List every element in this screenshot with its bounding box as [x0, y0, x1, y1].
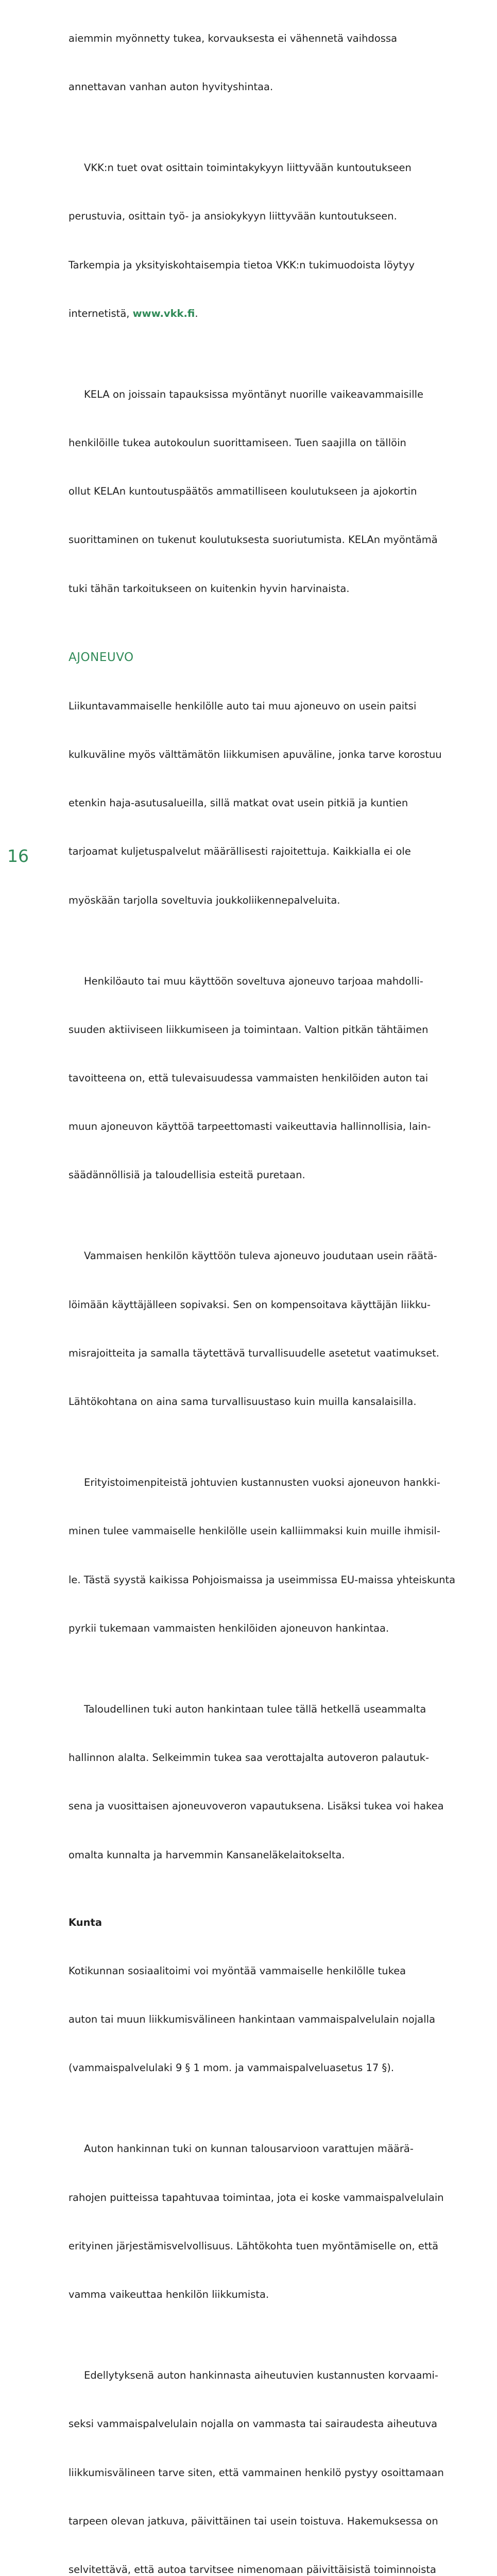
section-spacer — [68, 1895, 497, 1914]
text-line: selvitettävä, että autoa tarvitsee nimenomaan päivittäisistä toiminnoista — [68, 2563, 436, 2575]
text-line: Auton hankinnan tuki on kunnan talousarvioon varattujen määrä- — [84, 2143, 414, 2155]
text-line: tuki tähän tarkoitukseen on kuitenkin hyvin harvinaista. — [68, 582, 350, 595]
paragraph — [68, 127, 497, 354]
section-heading-ajoneuvo: AJONEUVO — [68, 650, 134, 664]
text-line: aiemmin myönnetty tukea, korvauksesta ei vähennetä vaihdossa — [68, 32, 398, 44]
text-line: tavoitteena on, että tulevaisuudessa vammaisten henkilöiden auton tai — [68, 1072, 429, 1084]
text-line: Lähtökohtana on aina sama turvallisuustaso kuin muilla kansalaisilla. — [68, 1396, 417, 1408]
text-line: le. Tästä syystä kaikissa Pohjoismaissa ja useimmissa EU-maissa yhteiskunta — [68, 1573, 456, 1586]
text-line: kulkuväline myös välttämätön liikkumisen apuväline, jonka tarve korostuu — [68, 748, 442, 760]
subsection-heading-kunta: Kunta — [68, 1916, 102, 1928]
text-line: misrajoitteita ja samalla täytettävä turvallisuudelle asetetut vaatimukset. — [68, 1347, 439, 1359]
text-line: suuden aktiiviseen liikkumiseen ja toimintaan. Valtion pitkän tähtäimen — [68, 1023, 429, 1036]
text-line: henkilöille tukea autokoulun suorittamiseen. Tuen saajilla on tällöin — [68, 436, 406, 449]
paragraph — [68, 1669, 497, 1895]
paragraph — [68, 1216, 497, 1443]
text-line — [68, 306, 497, 321]
paragraph — [68, 354, 497, 629]
text-line: etenkin haja-asutusalueilla, sillä matkat ovat usein pitkiä ja kuntien — [68, 797, 408, 809]
paragraph — [68, 941, 497, 1216]
text-line: seksi vammaispalvelulain nojalla on vammasta tai sairaudesta aiheutuva — [68, 2418, 438, 2430]
document-body — [68, 0, 497, 2576]
text-line: säädännöllisiä ja taloudellisia esteitä puretaan. — [68, 1169, 305, 1181]
text-line: tarpeen olevan jatkuva, päivittäinen tai usein toistuva. Hakemuksessa on — [68, 2515, 438, 2527]
text-line: erityinen järjestämisvelvollisuus. Lähtökohta tuen myöntämiselle on, että — [68, 2240, 439, 2252]
paragraph — [68, 1930, 497, 2108]
paragraph — [68, 666, 497, 941]
paragraph — [68, 0, 497, 127]
text-line: sena ja vuosittaisen ajoneuvoveron vapautuksena. Lisäksi tukea voi hakea — [68, 1800, 444, 1812]
page-number: 16 — [7, 846, 29, 866]
text-line: omalta kunnalta ja harvemmin Kansaneläkelaitokselta. — [68, 1849, 345, 1861]
text-line: Taloudellinen tuki auton hankintaan tulee tällä hetkellä useammalta — [84, 1703, 426, 1715]
text-line: pyrkii tukemaan vammaisten henkilöiden ajoneuvon hankintaa. — [68, 1622, 389, 1634]
paragraph — [68, 2335, 497, 2576]
text-line: VKK:n tuet ovat osittain toimintakykyyn liittyvään kuntoutukseen — [84, 162, 412, 174]
text-line: Tarkempia ja yksityiskohtaisempia tietoa VKK:n tukimuodoista löytyy — [68, 259, 415, 271]
text-line: hallinnon alalta. Selkeimmin tukea saa verottajalta autoveron palautuk- — [68, 1752, 430, 1764]
text-line: tarjoamat kuljetuspalvelut määrällisesti rajoitettuja. Kaikkialla ei ole — [68, 845, 411, 858]
paragraph — [68, 2109, 497, 2335]
text-line: annettavan vanhan auton hyvityshintaa. — [68, 81, 273, 93]
text-line: liikkumisvälineen tarve siten, että vammainen henkilö pystyy osoittamaan — [68, 2466, 444, 2479]
text-line: Kotikunnan sosiaalitoimi voi myöntää vammaiselle henkilölle tukea — [68, 1964, 406, 1977]
text-line: myöskään tarjolla soveltuvia joukkoliikennepalveluita. — [68, 894, 340, 906]
text-line: Erityistoimenpiteistä johtuvien kustannusten vuoksi ajoneuvon hankki- — [84, 1477, 440, 1489]
text-fragment: . — [195, 307, 198, 319]
text-line: muun ajoneuvon käyttöä tarpeettomasti vaikeuttavia hallinnollisia, lain- — [68, 1121, 431, 1133]
text-line: Liikuntavammaiselle henkilölle auto tai muu ajoneuvo on usein paitsi — [68, 700, 417, 712]
text-fragment: internetistä, — [68, 307, 133, 319]
text-line: minen tulee vammaiselle henkilölle usein kalliimmaksi kuin muille ihmisil- — [68, 1525, 440, 1537]
text-line: auton tai muun liikkumisvälineen hankintaan vammaispalvelulain nojalla — [68, 2013, 436, 2026]
text-line: ollut KELAn kuntoutuspäätös ammatilliseen koulutukseen ja ajokortin — [68, 485, 417, 498]
text-line: Vammaisen henkilön käyttöön tuleva ajoneuvo joudutaan usein räätä- — [84, 1250, 437, 1262]
text-line: perustuvia, osittain työ- ja ansiokykyyn liittyvään kuntoutukseen. — [68, 210, 397, 223]
section-spacer — [68, 629, 497, 649]
text-line: Edellytyksenä auton hankinnasta aiheutuvien kustannusten korvaami- — [84, 2369, 438, 2382]
text-line: löimään käyttäjälleen sopivaksi. Sen on kompensoitava käyttäjän liikku- — [68, 1298, 431, 1311]
paragraph — [68, 1442, 497, 1669]
vkk-website-link[interactable]: www.vkk.fi — [132, 307, 195, 319]
text-line: suorittaminen on tukenut koulutuksesta suoriutumista. KELAn myöntämä — [68, 534, 438, 546]
text-line: KELA on joissain tapauksissa myöntänyt nuorille vaikeavammaisille — [84, 388, 424, 400]
text-line: (vammaispalvelulaki 9 § 1 mom. ja vammaispalveluasetus 17 §). — [68, 2062, 395, 2074]
text-line: Henkilöauto tai muu käyttöön soveltuva ajoneuvo tarjoaa mahdolli- — [84, 975, 423, 987]
text-line: rahojen puitteissa tapahtuvaa toimintaa, jota ei koske vammaispalvelulain — [68, 2191, 444, 2204]
text-line: vamma vaikeuttaa henkilön liikkumista. — [68, 2289, 269, 2301]
